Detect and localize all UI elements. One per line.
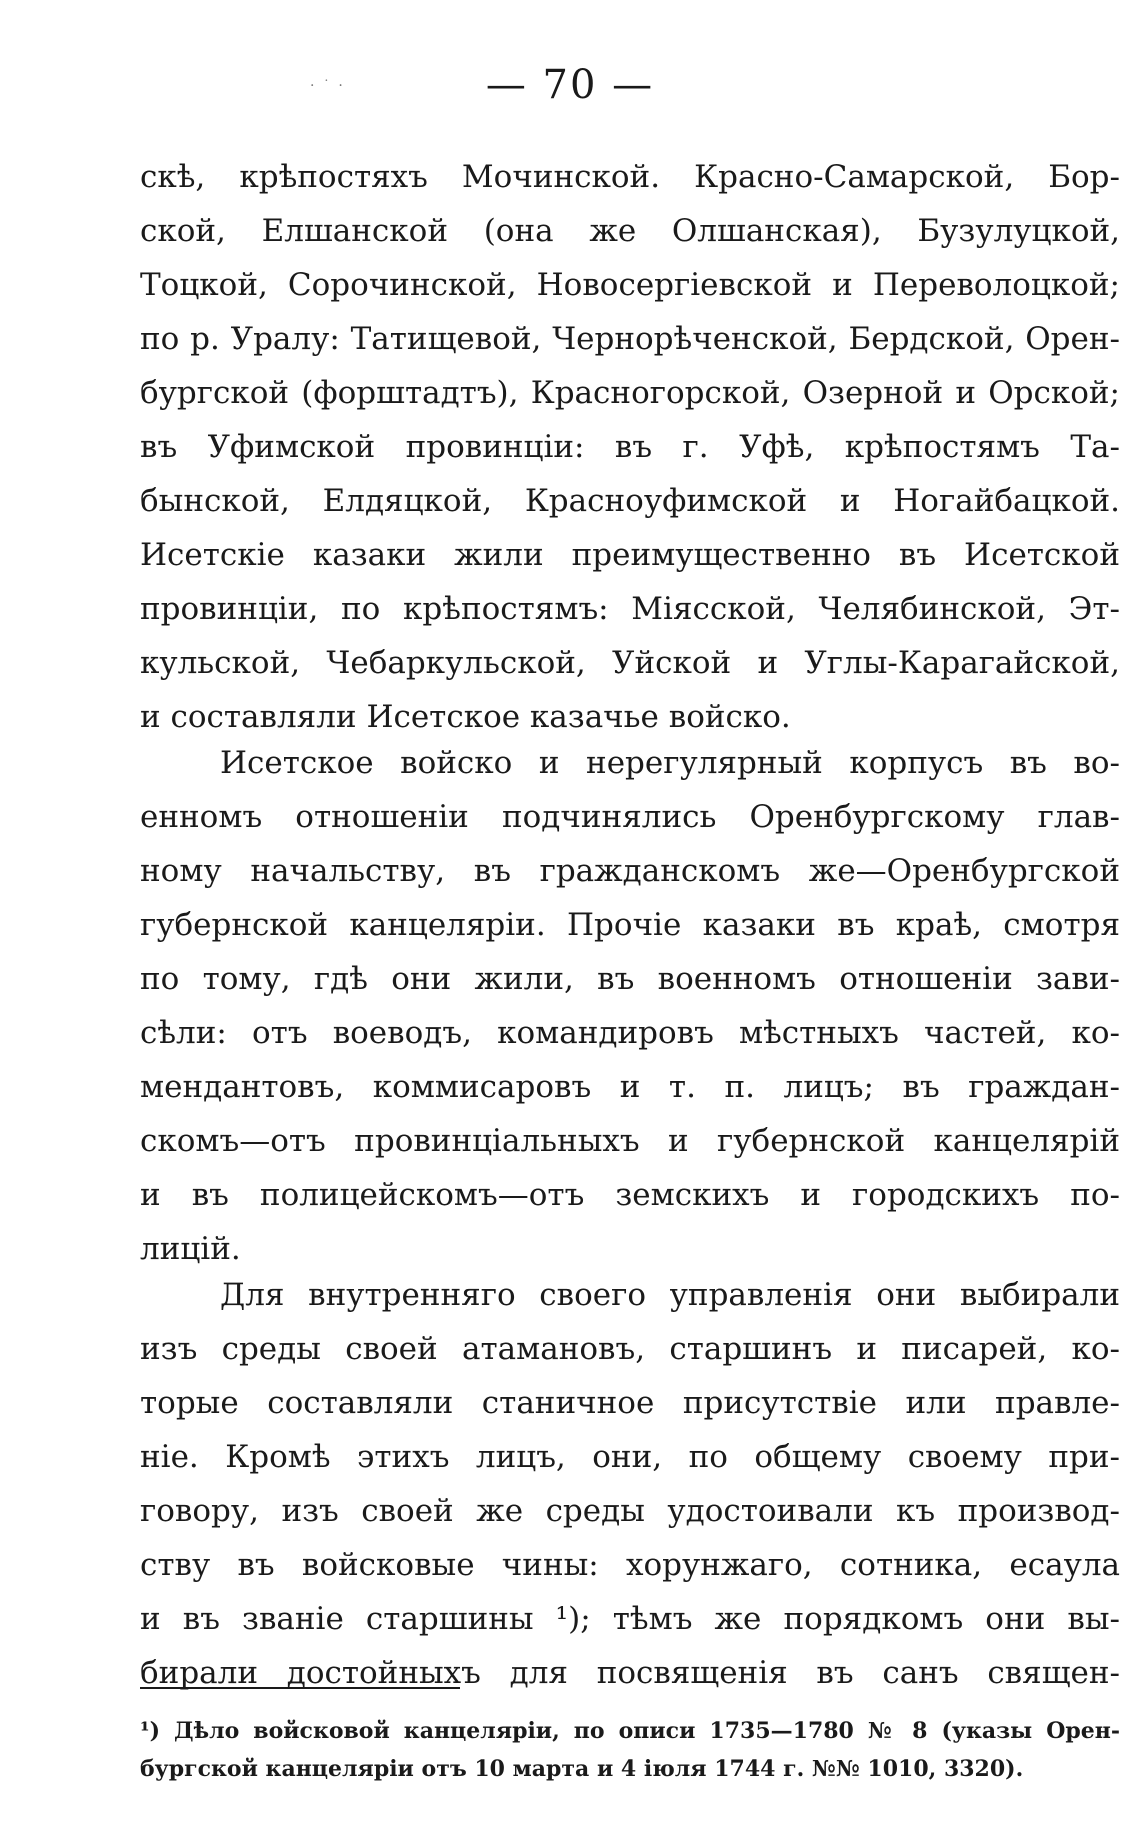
print-specks: · ˙ · xyxy=(310,78,345,94)
text-line: и составляли Исетское казачье войско. xyxy=(140,699,791,735)
text-line: Тоцкой, Сорочинской, Новосергіевской и Переволоцкой; xyxy=(140,267,1120,303)
footnote-line: ¹) Дѣло войсковой канцеляріи, по описи 1735—1780 № 8 (указы Орен- xyxy=(140,1718,1120,1744)
text-line: сѣли: отъ воеводъ, командировъ мѣстныхъ частей, ко- xyxy=(140,1015,1120,1051)
paragraph-2 xyxy=(140,736,1120,1276)
text-line: въ Уфимской провинціи: въ г. Уфѣ, крѣпостямъ Та- xyxy=(140,429,1120,465)
text-line: губернской канцеляріи. Прочіе казаки въ краѣ, смотря xyxy=(140,907,1120,943)
text-line: ніе. Кромѣ этихъ лицъ, они, по общему своему при- xyxy=(140,1439,1120,1475)
text-line: бынской, Елдяцкой, Красноуфимской и Ногайбацкой. xyxy=(140,483,1120,519)
text-line: ному начальству, въ гражданскомъ же—Оренбургской xyxy=(140,853,1120,889)
text-line: и въ званіе старшины ¹); тѣмъ же порядкомъ они вы- xyxy=(140,1601,1120,1637)
text-line: енномъ отношеніи подчинялись Оренбургскому глав- xyxy=(140,799,1120,835)
text-line: Для внутренняго своего управленія они выбирали xyxy=(220,1277,1120,1313)
text-line: по р. Уралу: Татищевой, Чернорѣченской, Бердской, Орен- xyxy=(140,321,1120,357)
text-line: провинціи, по крѣпостямъ: Міясской, Челябинской, Эт- xyxy=(140,591,1120,627)
text-line: мендантовъ, коммисаровъ и т. п. лицъ; въ граждан- xyxy=(140,1069,1120,1105)
text-line: Исетское войско и нерегулярный корпусъ въ во- xyxy=(220,745,1120,781)
text-line: скѣ, крѣпостяхъ Мочинской. Красно-Самарской, Бор- xyxy=(140,159,1120,195)
text-line: изъ среды своей атамановъ, старшинъ и писарей, ко- xyxy=(140,1331,1120,1367)
text-line: ству въ войсковые чины: хорунжаго, сотника, есаула xyxy=(140,1547,1120,1583)
text-line: говору, изъ своей же среды удостоивали къ производ- xyxy=(140,1493,1120,1529)
text-line: бирали достойныхъ для посвященія въ санъ священ- xyxy=(140,1655,1120,1691)
text-line: скомъ—отъ провинціальныхъ и губернской канцелярій xyxy=(140,1123,1120,1159)
footnote-divider xyxy=(140,1687,460,1689)
page-number: — 70 — xyxy=(485,62,655,108)
text-line: бургской (форштадтъ), Красногорской, Озерной и Орской; xyxy=(140,375,1120,411)
footnote xyxy=(140,1712,1120,1788)
text-line: кульской, Чебаркульской, Уйской и Углы-Карагайской, xyxy=(140,645,1120,681)
footnote-line: бургской канцеляріи отъ 10 марта и 4 іюля 1744 г. №№ 1010, 3320). xyxy=(140,1756,1024,1782)
text-line: и въ полицейскомъ—отъ земскихъ и городскихъ по- xyxy=(140,1177,1120,1213)
text-line: лицій. xyxy=(140,1231,241,1267)
paragraph-1 xyxy=(140,150,1120,744)
paragraph-3 xyxy=(140,1268,1120,1700)
text-line: Исетскіе казаки жили преимущественно въ Исетской xyxy=(140,537,1120,573)
text-line: торые составляли станичное присутствіе или правле- xyxy=(140,1385,1120,1421)
text-line: по тому, гдѣ они жили, въ военномъ отношеніи зави- xyxy=(140,961,1120,997)
text-line: ской, Елшанской (она же Олшанская), Бузулуцкой, xyxy=(140,213,1120,249)
